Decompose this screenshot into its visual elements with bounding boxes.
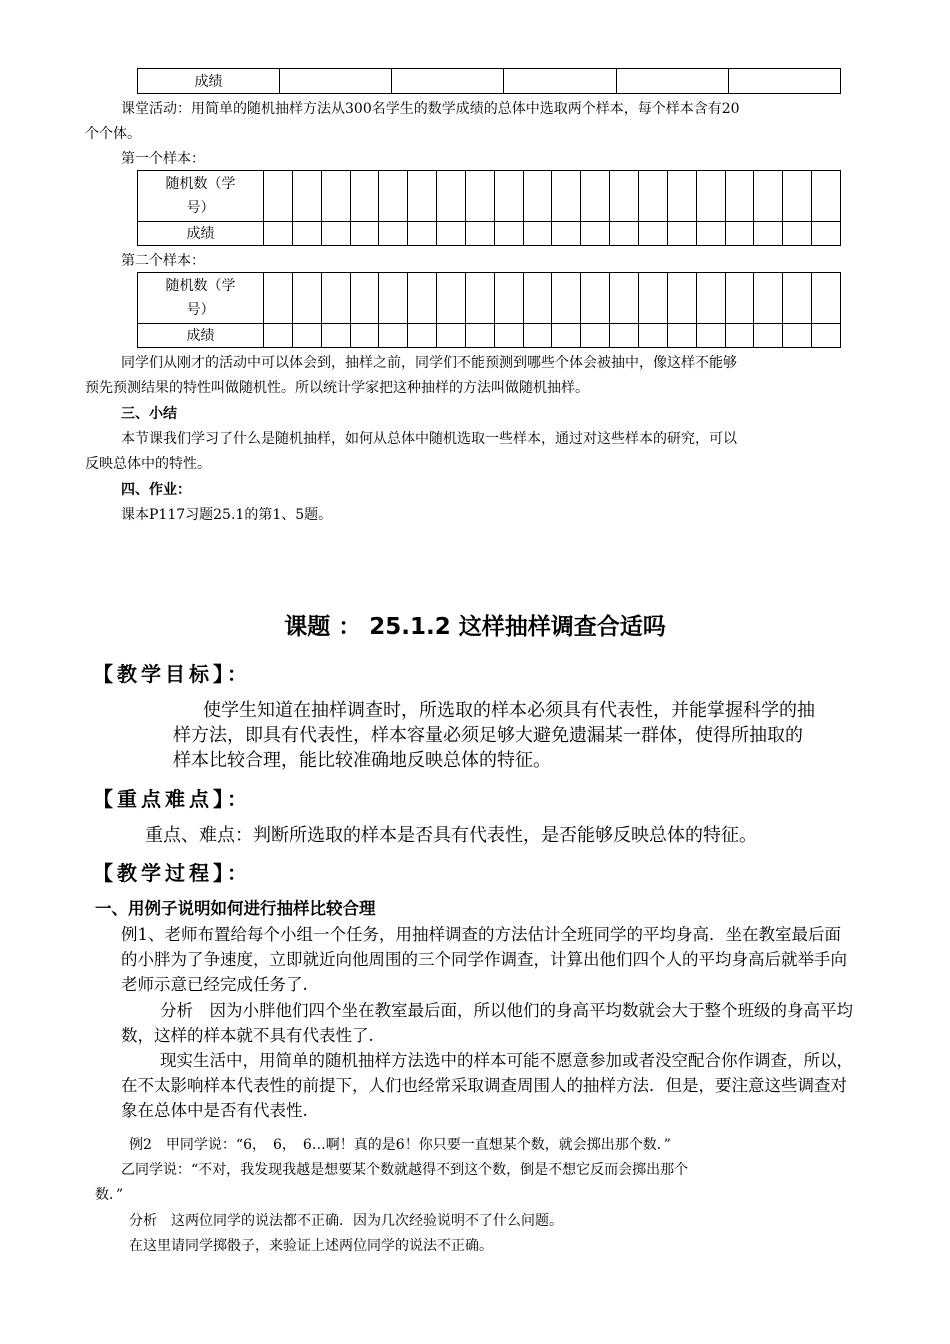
table-cell	[408, 171, 437, 222]
table-cell	[292, 221, 321, 245]
random-number-label: 随机数（学	[165, 175, 236, 192]
table-cell	[264, 273, 293, 324]
table-cell	[292, 323, 321, 347]
table-cell	[667, 273, 696, 324]
table-cell	[437, 221, 466, 245]
table-cell	[465, 273, 494, 324]
table-cell	[610, 171, 639, 222]
score-label-cell: 成绩	[138, 323, 264, 347]
table-cell	[552, 273, 581, 324]
table-cell	[667, 221, 696, 245]
table-cell	[667, 171, 696, 222]
table-cell	[581, 273, 610, 324]
process-heading: 【教学过程】：	[93, 861, 251, 885]
table-cell	[581, 171, 610, 222]
random-number-label-cell	[138, 273, 264, 324]
summary-line-2: 反映总体中的特性。	[85, 456, 211, 472]
sample1-table	[137, 170, 841, 246]
table-cell	[812, 171, 841, 222]
table-cell	[321, 273, 350, 324]
table-cell	[379, 323, 408, 347]
example1-line-1: 例1、老师布置给每个小组一个任务，用抽样调查的方法估计全班同学的平均身高．坐在教室最后面	[121, 925, 841, 944]
table-cell	[552, 171, 581, 222]
table-cell	[465, 221, 494, 245]
table-cell	[494, 323, 523, 347]
table-cell	[321, 171, 350, 222]
objectives-heading: 【教学目标】：	[93, 662, 251, 686]
table-cell	[667, 323, 696, 347]
table-cell	[696, 171, 725, 222]
objectives-line-1: 使学生知道在抽样调查时，所选取的样本必须具有代表性，并能掌握科学的抽	[203, 700, 815, 721]
real-life-line-3: 象在总体中是否有代表性.	[121, 1101, 308, 1120]
table-cell	[610, 221, 639, 245]
summary-heading: 三、小结	[121, 406, 177, 422]
table-cell	[350, 171, 379, 222]
table-cell	[408, 323, 437, 347]
table-cell	[696, 273, 725, 324]
table-cell	[783, 171, 812, 222]
activity-line-1: 课堂活动：用简单的随机抽样方法从300名学生的数学成绩的总体中选取两个样本，每个样本含有20	[121, 101, 740, 117]
table-cell	[638, 323, 667, 347]
sample2-caption: 第二个样本：	[121, 253, 205, 269]
real-life-line-1: 现实生活中，用简单的随机抽样方法选中的样本可能不愿意参加或者没空配合你作调查，所以，	[160, 1051, 853, 1070]
table-cell	[392, 69, 504, 94]
lesson-title: 课题 ： 25.1.2 这样抽样调查合适吗	[284, 614, 666, 640]
table-cell	[812, 323, 841, 347]
score-label-cell: 成绩	[138, 69, 280, 94]
student-id-label: 号）	[186, 199, 215, 216]
table-cell	[437, 323, 466, 347]
table-cell	[754, 171, 783, 222]
table-cell	[696, 323, 725, 347]
example2-line-2: 乙同学说：“不对，我发现我越是想要某个数就越得不到这个数，倒是不想它反而会掷出那个	[121, 1162, 689, 1178]
table-cell	[552, 323, 581, 347]
table-cell	[523, 221, 552, 245]
table-cell	[379, 273, 408, 324]
objectives-line-3: 样本比较合理，能比较准确地反映总体的特征。	[173, 750, 551, 771]
table-cell	[494, 221, 523, 245]
table-cell	[610, 273, 639, 324]
table-cell	[638, 221, 667, 245]
table-cell	[321, 221, 350, 245]
table-cell	[264, 171, 293, 222]
table-cell	[616, 69, 728, 94]
table-cell	[437, 171, 466, 222]
randomness-line-2: 预先预测结果的特性叫做随机性。所以统计学家把这种抽样的方法叫做随机抽样。	[85, 380, 589, 396]
table-cell	[504, 69, 616, 94]
table-cell	[610, 323, 639, 347]
random-number-label-cell	[138, 171, 264, 222]
table-cell	[437, 273, 466, 324]
table-cell	[379, 171, 408, 222]
table-cell	[292, 171, 321, 222]
table-cell	[581, 323, 610, 347]
table-cell	[725, 171, 754, 222]
example1-line-2: 的小胖为了争速度，立即就近向他周围的三个同学作调查，计算出他们四个人的平均身高后就举手向	[121, 950, 847, 969]
table-cell	[523, 171, 552, 222]
table-cell	[783, 273, 812, 324]
randomness-line-1: 同学们从刚才的活动中可以体会到，抽样之前，同学们不能预测到哪些个体会被抽中，像这样不能够	[121, 355, 737, 371]
table-cell	[523, 273, 552, 324]
table-cell	[350, 323, 379, 347]
sample1-caption: 第一个样本：	[121, 151, 205, 167]
sample2-table	[137, 272, 841, 348]
example2-line-3: 数．”	[95, 1187, 124, 1203]
table-cell	[638, 273, 667, 324]
example2-line-1: 例2 甲同学说：“6， 6， 6…啊！真的是6！你只要一直想某个数，就会掷出那个数．”	[129, 1137, 671, 1153]
table-cell	[494, 273, 523, 324]
table-cell	[264, 221, 293, 245]
table-cell	[783, 221, 812, 245]
table-cell	[465, 323, 494, 347]
homework-text: 课本P117习题25.1的第1、5题。	[121, 507, 333, 523]
table-cell	[465, 171, 494, 222]
table-cell	[812, 273, 841, 324]
table-cell	[812, 221, 841, 245]
analysis1-line-1: 分析 因为小胖他们四个坐在教室最后面，所以他们的身高平均数就会大于整个班级的身高平均	[160, 1001, 853, 1020]
homework-heading: 四、作业：	[121, 482, 191, 498]
dice-instruction: 在这里请同学掷骰子，来验证上述两位同学的说法不正确。	[129, 1238, 493, 1254]
random-number-label: 随机数（学	[165, 277, 236, 294]
table-cell	[783, 323, 812, 347]
keypoints-heading: 【重点难点】：	[93, 787, 251, 811]
table-cell	[725, 221, 754, 245]
table-cell	[725, 273, 754, 324]
table-cell	[725, 323, 754, 347]
table-cell	[638, 171, 667, 222]
analysis2: 分析 这两位同学的说法都不正确．因为几次经验说明不了什么问题。	[129, 1213, 563, 1229]
table-cell	[581, 221, 610, 245]
analysis1-line-2: 数，这样的样本就不具有代表性了.	[121, 1026, 374, 1045]
table-cell	[350, 273, 379, 324]
example1-line-3: 老师示意已经完成任务了.	[121, 975, 308, 994]
table-cell	[264, 323, 293, 347]
section1-heading: 一、用例子说明如何进行抽样比较合理	[95, 899, 376, 918]
table-cell	[552, 221, 581, 245]
keypoints-text: 重点、难点：判断所选取的样本是否具有代表性，是否能够反映总体的特征。	[145, 825, 757, 846]
table-cell	[408, 221, 437, 245]
table-cell	[728, 69, 840, 94]
table-cell	[754, 221, 783, 245]
table-cell	[754, 323, 783, 347]
table-cell	[379, 221, 408, 245]
objectives-line-2: 样方法，即具有代表性，样本容量必须足够大避免遗漏某一群体，使得所抽取的	[173, 725, 803, 746]
score-label-cell: 成绩	[138, 221, 264, 245]
table-cell	[350, 221, 379, 245]
real-life-line-2: 在不太影响样本代表性的前提下，人们也经常采取调查周围人的抽样方法．但是，要注意这些调查对	[121, 1076, 847, 1095]
table-cell	[696, 221, 725, 245]
student-id-label: 号）	[186, 301, 215, 318]
table-cell	[321, 323, 350, 347]
table-cell	[523, 323, 552, 347]
activity-line-2: 个个体。	[85, 126, 141, 142]
summary-line-1: 本节课我们学习了什么是随机抽样，如何从总体中随机选取一些样本，通过对这些样本的研究，可以	[121, 431, 737, 447]
table-cell	[408, 273, 437, 324]
table-cell	[754, 273, 783, 324]
table-cell	[280, 69, 392, 94]
table-cell	[292, 273, 321, 324]
table-cell	[494, 171, 523, 222]
top-score-table	[137, 68, 841, 94]
